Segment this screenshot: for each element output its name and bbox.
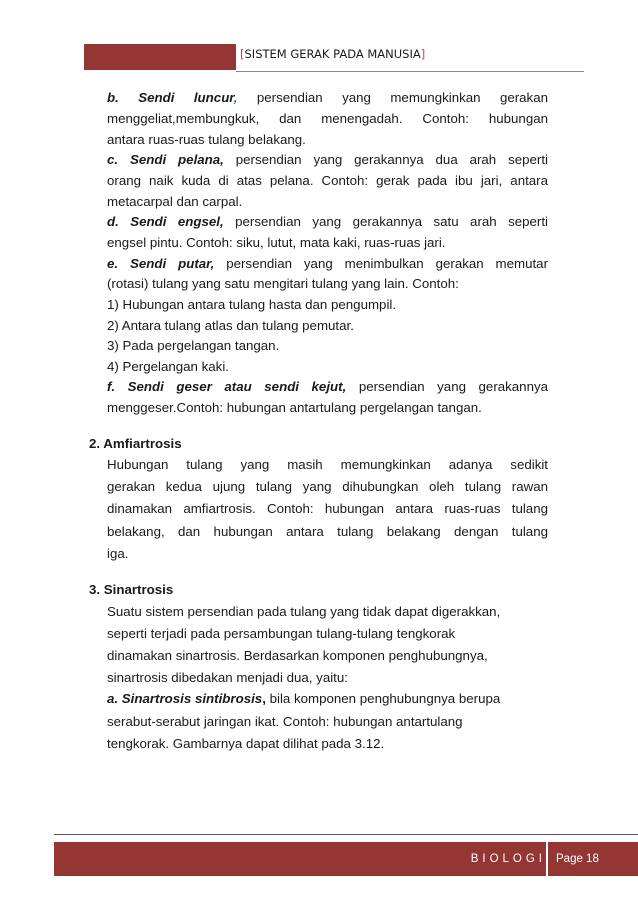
amfiartrosis-line-2: gerakan kedua ujung tulang yang dihubungkan oleh tulang rawan bbox=[107, 479, 548, 494]
header-open-bracket: [ bbox=[240, 47, 245, 61]
sendi-geser-title: f. Sendi geser atau sendi kejut, bbox=[107, 379, 347, 394]
sinartrosis-line-2: seperti terjadi pada persambungan tulang-tulang tengkorak bbox=[107, 626, 456, 641]
sinartrosis-line-4: sinartrosis dibedakan menjadi dua, yaitu: bbox=[107, 670, 348, 685]
footer-separator bbox=[546, 842, 548, 876]
sendi-luncur-title: b. Sendi luncur bbox=[107, 90, 234, 105]
sendi-pelana-line-2: orang naik kuda di atas pelana. Contoh: gerak pada ibu jari, antara bbox=[107, 173, 548, 188]
amfiartrosis-heading: 2. Amfiartrosis bbox=[89, 436, 182, 451]
sendi-engsel-line-2: engsel pintu. Contoh: siku, lutut, mata kaki, ruas-ruas jari. bbox=[107, 235, 446, 250]
sinartrosis-line-1: Suatu sistem persendian pada tulang yang tidak dapat digerakkan, bbox=[107, 604, 501, 619]
amfiartrosis-line-4: belakang, dan hubungan antara tulang belakang dengan tulang bbox=[107, 524, 548, 539]
header-title-text: SISTEM GERAK PADA MANUSIA bbox=[244, 47, 421, 61]
amfiartrosis-line-5: iga. bbox=[107, 546, 129, 561]
sinartrosis-line-7: tengkorak. Gambarnya dapat dilihat pada 3.12. bbox=[107, 736, 385, 751]
sendi-putar-line-2: (rotasi) tulang yang satu mengitari tulang yang lain. Contoh: bbox=[107, 276, 459, 291]
sendi-pelana-title: c. Sendi pelana, bbox=[107, 152, 224, 167]
sendi-luncur-line-1 bbox=[107, 90, 548, 106]
sendi-geser-line-2: menggeser.Contoh: hubungan antartulang pergelangan tangan. bbox=[107, 400, 482, 415]
sendi-pelana-line-3: metacarpal dan carpal. bbox=[107, 194, 243, 209]
sendi-putar-text: persendian yang menimbulkan gerakan memutar bbox=[226, 256, 549, 271]
sintibrosis-text: bila komponen penghubungnya berupa bbox=[269, 691, 501, 706]
page-number: Page 18 bbox=[556, 853, 599, 865]
sinartrosis-line-3: dinamakan sinartrosis. Berdasarkan komponen penghubungnya, bbox=[107, 648, 488, 663]
sendi-pelana-line-1 bbox=[107, 152, 548, 168]
sendi-engsel-text: persendian yang gerakannya satu arah seperti bbox=[235, 214, 548, 229]
sendi-engsel-title: d. Sendi engsel, bbox=[107, 214, 224, 229]
sendi-luncur-line-2: menggeliat,membungkuk, dan menengadah. Contoh: hubungan bbox=[107, 111, 548, 126]
sendi-putar-line-1 bbox=[107, 256, 548, 272]
sintibrosis-title: a. Sinartrosis sintibrosis bbox=[107, 691, 263, 706]
sendi-putar-item-4: 4) Pergelangan kaki. bbox=[107, 359, 229, 374]
sendi-luncur-text: persendian yang memungkinkan gerakan bbox=[256, 90, 548, 105]
sinartrosis-line-6: serabut-serabut jaringan ikat. Contoh: hubungan antartulang bbox=[107, 714, 463, 729]
sendi-putar-item-1: 1) Hubungan antara tulang hasta dan pengumpil. bbox=[107, 297, 397, 312]
sendi-putar-item-2: 2) Antara tulang atlas dan tulang pemutar. bbox=[107, 318, 354, 333]
sendi-putar-title: e. Sendi putar, bbox=[107, 256, 215, 271]
running-header bbox=[240, 47, 425, 61]
sendi-luncur-line-3: antara ruas-ruas tulang belakang. bbox=[107, 132, 306, 147]
header-rule bbox=[236, 71, 584, 72]
sinartrosis-line-5 bbox=[107, 691, 500, 707]
sendi-geser-text: persendian yang gerakannya bbox=[358, 379, 549, 394]
footer-subject: BIOLOGI bbox=[470, 853, 546, 865]
amfiartrosis-line-1: Hubungan tulang yang masih memungkinkan adanya sedikit bbox=[107, 457, 548, 472]
sendi-pelana-text: persendian yang gerakannya dua arah seperti bbox=[235, 152, 548, 167]
sinartrosis-heading: 3. Sinartrosis bbox=[89, 582, 174, 597]
header-close-bracket: ] bbox=[420, 47, 426, 61]
sendi-geser-line-1 bbox=[107, 379, 548, 395]
sendi-luncur-comma: , bbox=[233, 90, 238, 105]
sendi-engsel-line-1 bbox=[107, 214, 548, 230]
sendi-putar-item-3: 3) Pada pergelangan tangan. bbox=[107, 338, 280, 353]
amfiartrosis-line-3: dinamakan amfiartrosis. Contoh: hubungan antara ruas-ruas tulang bbox=[107, 501, 548, 516]
header-accent-bar bbox=[84, 44, 236, 70]
footer-rule bbox=[54, 834, 638, 835]
sintibrosis-comma: , bbox=[262, 691, 266, 706]
